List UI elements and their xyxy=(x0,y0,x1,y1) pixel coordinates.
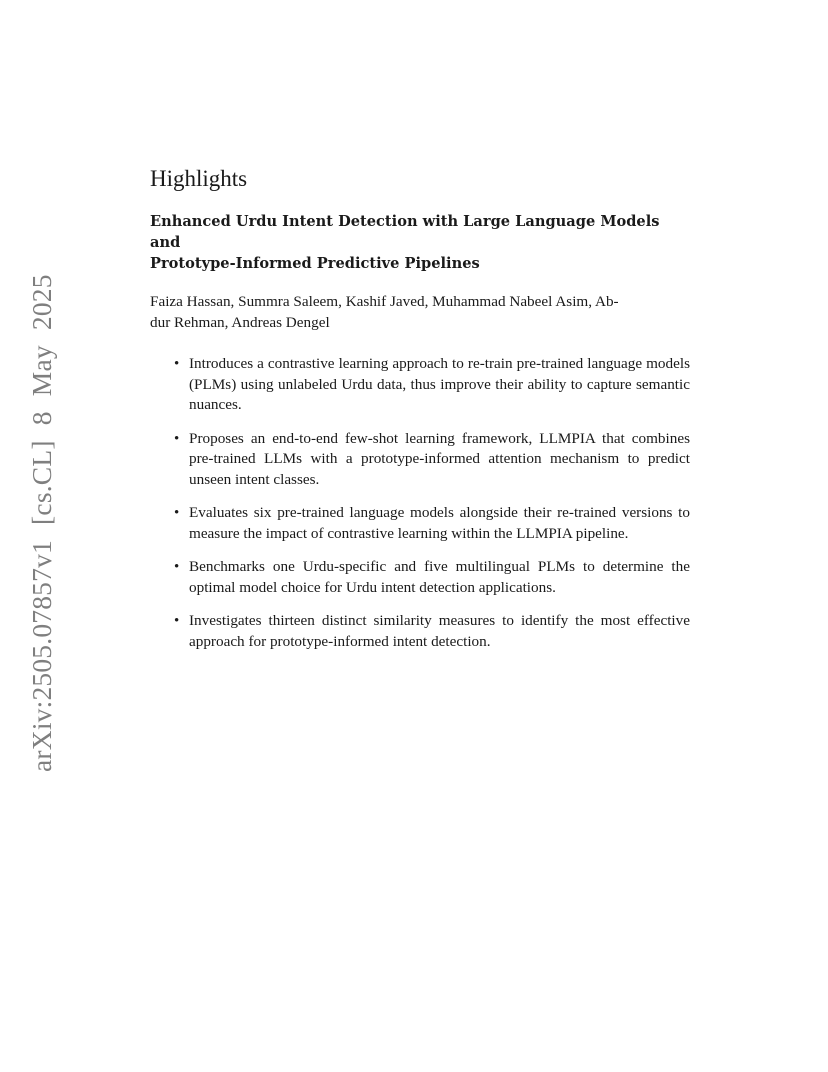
author-list xyxy=(150,291,690,333)
paper-title-line: Prototype-Informed Predictive Pipelines xyxy=(150,255,480,272)
highlight-text: Evaluates six pre-trained language models alongside their re-trained versions to measure the impact of contrastive learning within the LLMPIA pipeline. xyxy=(189,504,690,542)
arxiv-identifier: arXiv:2505.07857v1 [cs.CL] 8 May 2025 xyxy=(26,274,57,772)
author-line: dur Rehman, Andreas Dengel xyxy=(150,314,330,331)
highlight-item xyxy=(174,503,690,544)
highlight-item xyxy=(174,557,690,598)
highlight-item xyxy=(174,354,690,416)
highlights-list xyxy=(150,354,690,652)
section-heading: Highlights xyxy=(150,166,248,191)
highlight-text: Investigates thirteen distinct similarity measures to identify the most effective approach for prototype-informed intent detection. xyxy=(189,612,690,650)
author-line: Faiza Hassan, Summra Saleem, Kashif Javed, Muhammad Nabeel Asim, Ab- xyxy=(150,293,619,310)
paper-title xyxy=(150,211,690,274)
bullet-icon: • xyxy=(174,613,180,629)
highlight-item xyxy=(174,611,690,652)
bullet-icon: • xyxy=(174,505,180,521)
highlights-page xyxy=(150,164,690,665)
paper-title-line: Enhanced Urdu Intent Detection with Large Language Models and xyxy=(150,213,660,251)
highlight-text: Proposes an end-to-end few-shot learning framework, LLMPIA that combines pre-trained LLMs with a prototype-informed attention mechanism to predict unseen intent classes. xyxy=(189,429,690,488)
bullet-icon: • xyxy=(174,430,180,447)
highlight-item xyxy=(174,429,690,491)
bullet-icon: • xyxy=(174,356,180,372)
highlight-text: Benchmarks one Urdu-specific and five multilingual PLMs to determine the optimal model choice for Urdu intent detection applications. xyxy=(189,558,690,596)
bullet-icon: • xyxy=(174,559,180,575)
highlight-text: Introduces a contrastive learning approach to re-train pre-trained language models (PLMs) using unlabeled Urdu data, thus improve their ability to capture semantic nuances. xyxy=(189,355,690,413)
